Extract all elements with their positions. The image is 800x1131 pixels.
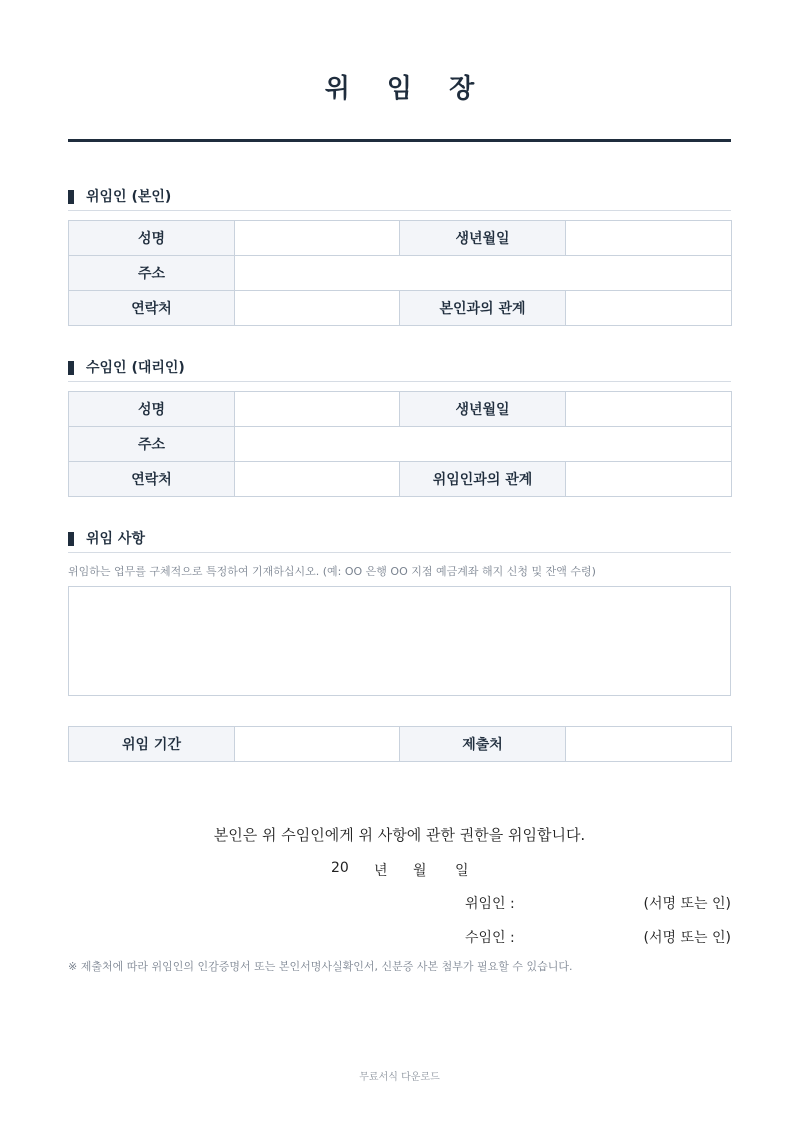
document-title: 위 임 장 xyxy=(324,74,489,104)
period-table xyxy=(68,726,732,762)
delegator-table xyxy=(68,220,732,326)
section-title: 위임인 (본인) xyxy=(86,189,172,205)
table-row xyxy=(69,291,732,326)
date-year-prefix: 20 xyxy=(331,860,349,876)
table-row xyxy=(69,392,732,427)
recipient-label: 제출처 xyxy=(400,727,566,762)
attachment-note: ※ 제출처에 따라 위임인의 인감증명서 또는 본인서명사실확인서, 신분증 사본 첨부가 필요할 수 있습니다. xyxy=(68,960,573,973)
signature-mark: (서명 또는 인) xyxy=(643,930,731,946)
footer-text: 무료서식 다운로드 xyxy=(359,1072,440,1083)
delegator-contact-field[interactable] xyxy=(235,291,400,326)
delegator-signature-label: 위임인 : xyxy=(465,896,515,912)
period-label: 위임 기간 xyxy=(69,727,235,762)
delegate-table xyxy=(68,391,732,497)
table-row xyxy=(69,427,732,462)
birth-label: 생년월일 xyxy=(400,221,566,256)
recipient-field[interactable] xyxy=(566,727,732,762)
section-header-matters xyxy=(68,530,731,553)
period-field[interactable] xyxy=(235,727,400,762)
section-marker-icon xyxy=(68,190,74,204)
date-day: 일 xyxy=(455,863,469,879)
section-marker-icon xyxy=(68,361,74,375)
address-label: 주소 xyxy=(69,256,235,291)
name-label: 성명 xyxy=(69,392,235,427)
date-year: 년 xyxy=(374,863,388,879)
delegate-contact-field[interactable] xyxy=(235,462,400,497)
delegate-signature-row xyxy=(68,927,731,947)
relation-label: 위임인과의 관계 xyxy=(400,462,566,497)
matters-hint: 위임하는 업무를 구체적으로 특정하여 기재하십시오. (예: OO 은행 OO 지점 예금계좌 해지 신청 및 잔액 수령) xyxy=(68,565,596,578)
section-title: 수임인 (대리인) xyxy=(86,360,185,376)
signature-mark: (서명 또는 인) xyxy=(643,896,731,912)
delegator-relation-field[interactable] xyxy=(566,291,732,326)
birth-label: 생년월일 xyxy=(400,392,566,427)
name-label: 성명 xyxy=(69,221,235,256)
contact-label: 연락처 xyxy=(69,291,235,326)
section-header-delegate xyxy=(68,359,731,382)
table-row xyxy=(69,221,732,256)
table-row xyxy=(69,256,732,291)
delegate-name-field[interactable] xyxy=(235,392,400,427)
delegator-name-field[interactable] xyxy=(235,221,400,256)
section-title: 위임 사항 xyxy=(86,531,145,547)
delegate-signature-label: 수임인 : xyxy=(465,930,515,946)
delegator-birth-field[interactable] xyxy=(566,221,732,256)
table-row xyxy=(69,727,732,762)
delegate-relation-field[interactable] xyxy=(566,462,732,497)
delegate-birth-field[interactable] xyxy=(566,392,732,427)
section-header-delegator xyxy=(68,188,731,211)
relation-label: 본인과의 관계 xyxy=(400,291,566,326)
delegation-statement: 본인은 위 수임인에게 위 사항에 관한 권한을 위임합니다. xyxy=(213,826,586,844)
delegator-address-field[interactable] xyxy=(235,256,732,291)
delegator-signature-row xyxy=(68,893,731,913)
section-marker-icon xyxy=(68,532,74,546)
table-row xyxy=(69,462,732,497)
matters-textarea[interactable] xyxy=(68,586,731,696)
date-month: 월 xyxy=(413,863,427,879)
address-label: 주소 xyxy=(69,427,235,462)
title-divider xyxy=(68,139,731,142)
contact-label: 연락처 xyxy=(69,462,235,497)
delegate-address-field[interactable] xyxy=(235,427,732,462)
